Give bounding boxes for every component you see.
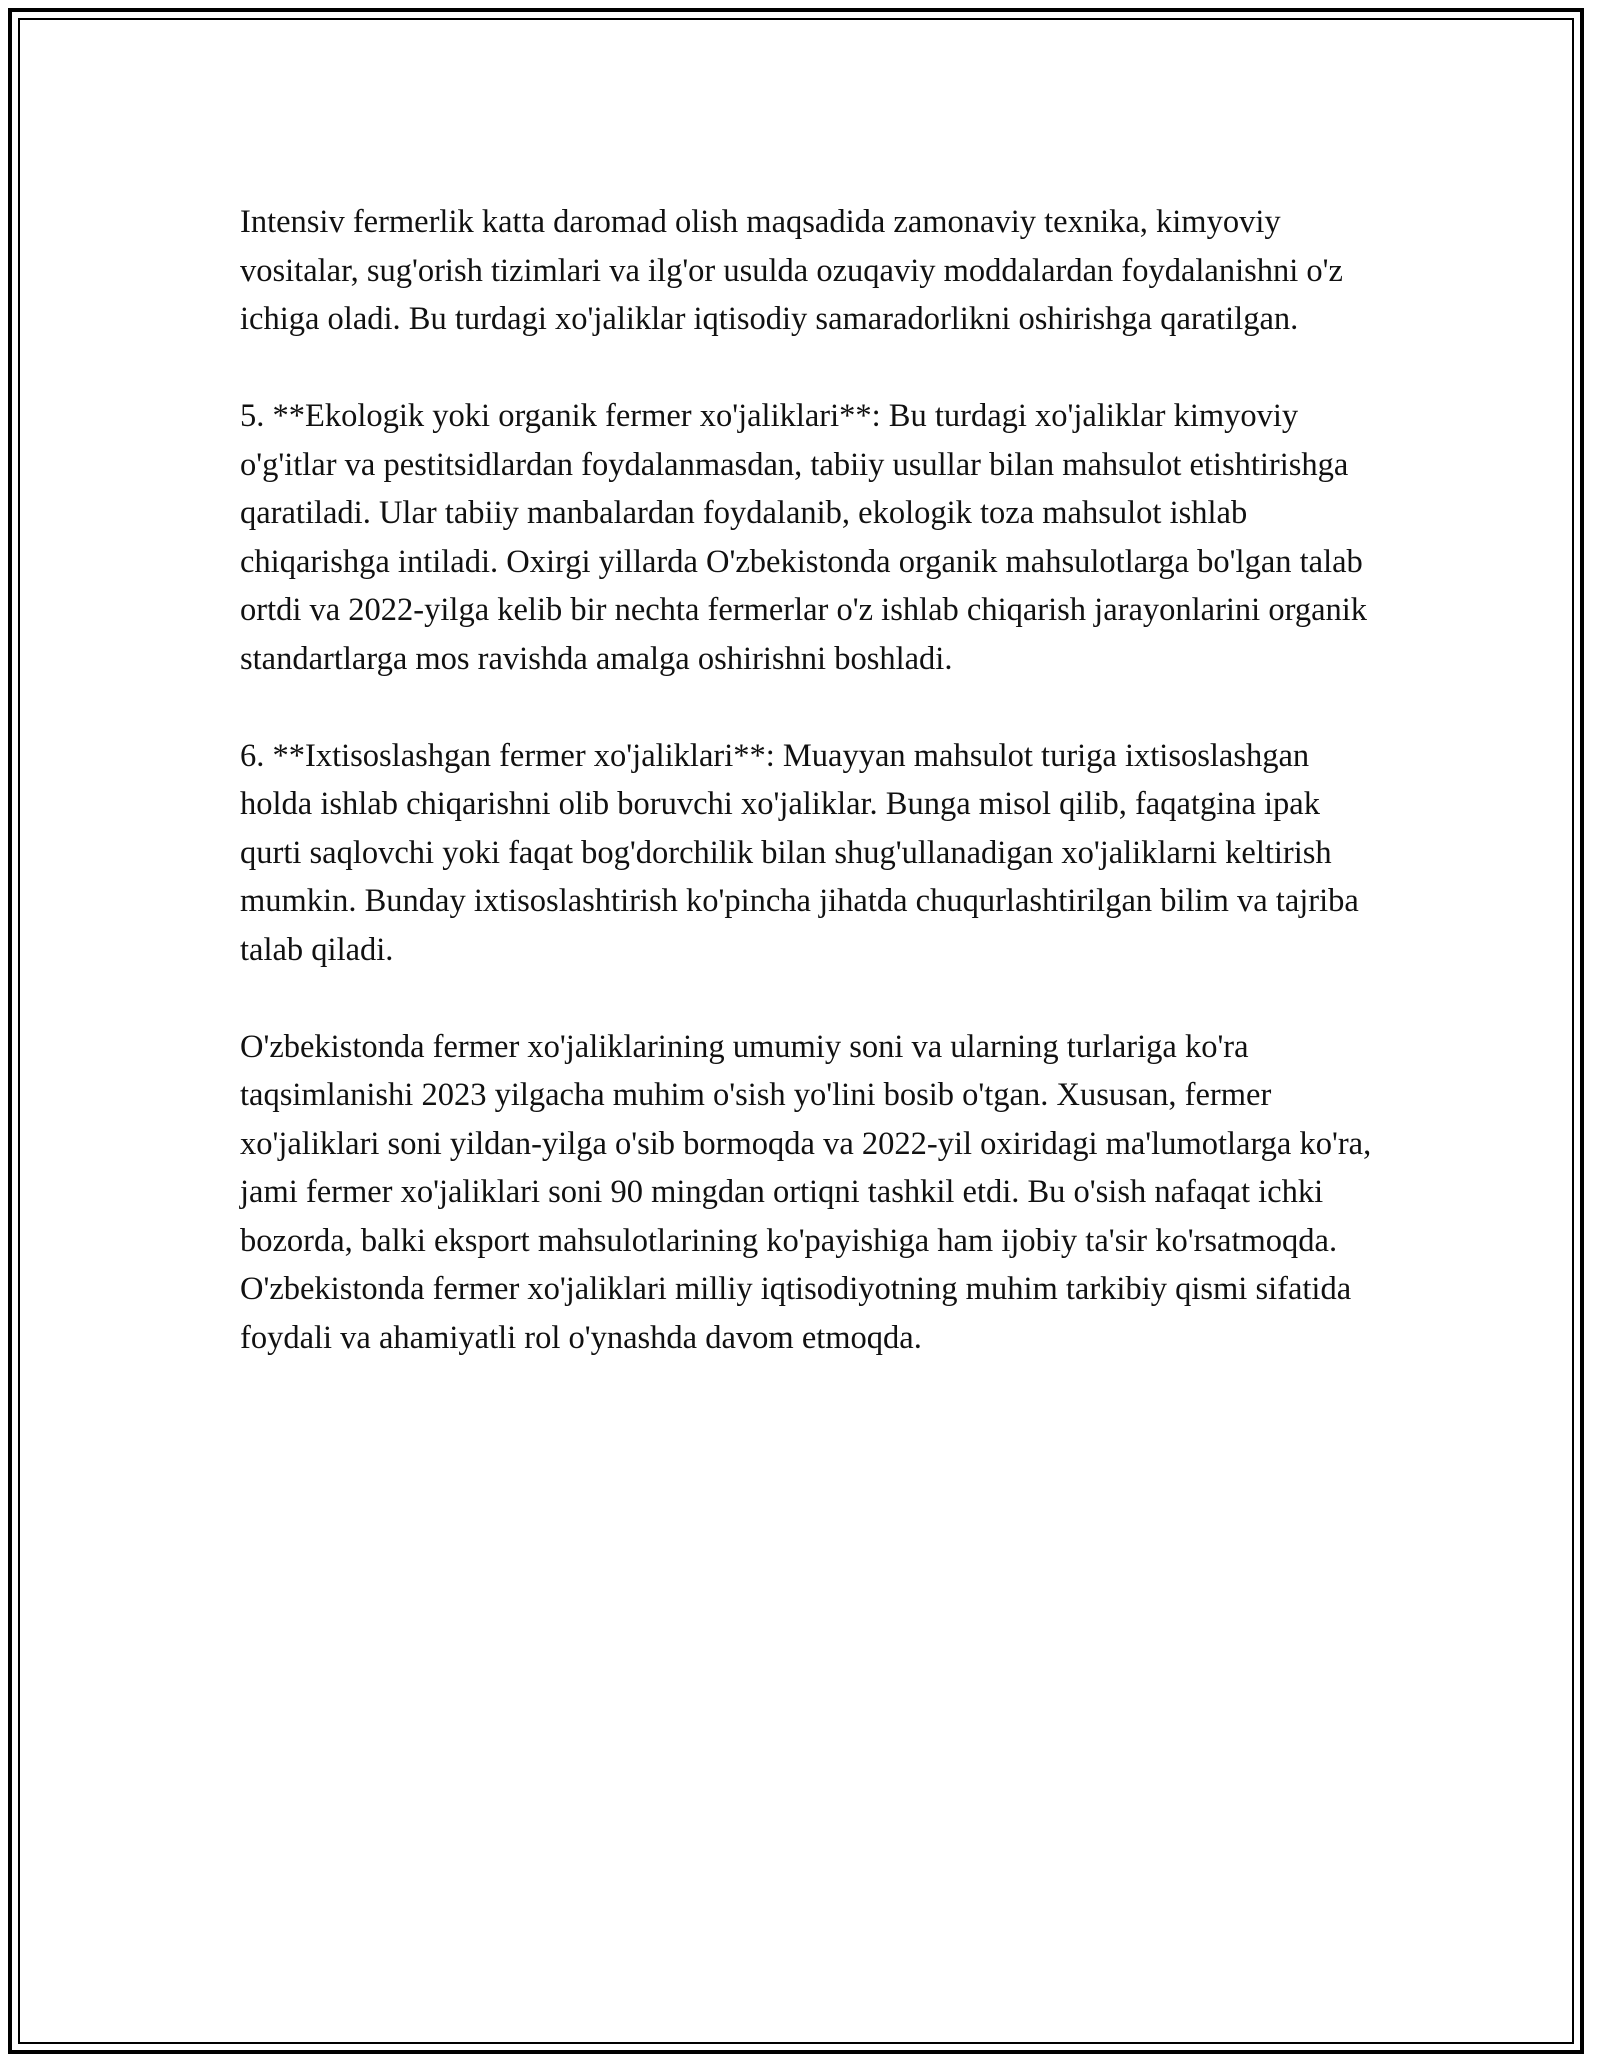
paragraph-organic-farms: 5. **Ekologik yoki organik fermer xo'jaliklari**: Bu turdagi xo'jaliklar kimyoviy o'g'itlar va pestitsidlardan foydalanmasdan, tabiiy usullar bilan mahsulot etishtirishga qaratiladi. Ular tabiiy manbalardan foydalanib, ekologik toza mahsulot ishlab chiqarishga intiladi. Oxirgi yillarda O'zbekistonda organik mahsulotlarga bo'lgan talab ortdi va 2022-yilga kelib bir nechta fermerlar o'z ishlab chiqarish jarayonlarini organik standartlarga mos ravishda amalga oshirishni boshladi. — [240, 398, 1368, 677]
paragraph-intensive-farming: Intensiv fermerlik katta daromad olish maqsadida zamonaviy texnika, kimyoviy vositalar, sug'orish tizimlari va ilg'or usulda ozuqaviy moddalardan foydalanishni o'z ichiga oladi. Bu turdagi xo'jaliklar iqtisodiy samaradorlikni oshirishga qaratilgan. — [240, 204, 1343, 337]
paragraph-farm-statistics: O'zbekistonda fermer xo'jaliklarining umumiy soni va ularning turlariga ko'ra taqsimlanishi 2023 yilgacha muhim o'sish yo'lini bosib o'tgan. Xususan, fermer xo'jaliklari soni yildan-yilga o'sib bormoqda va 2022-yil oxiridagi ma'lumotlarga ko'ra, jami fermer xo'jaliklari soni 90 mingdan ortiqni tashkil etdi. Bu o'sish nafaqat ichki bozorda, balki eksport mahsulotlarining ko'payishiga ham ijobiy ta'sir ko'rsatmoqda. O'zbekistonda fermer xo'jaliklari milliy iqtisodiyotning muhim tarkibiy qismi sifatida foydali va ahamiyatli rol o'ynashda davom etmoqda. — [240, 1028, 1372, 1356]
paragraph-specialized-farms: 6. **Ixtisoslashgan fermer xo'jaliklari**: Muayyan mahsulot turiga ixtisoslashgan holda ishlab chiqarishni olib boruvchi xo'jaliklar. Bunga misol qilib, faqatgina ipak qurti saqlovchi yoki faqat bog'dorchilik bilan shug'ullanadigan xo'jaliklarni keltirish mumkin. Bunday ixtisoslashtirish ko'pincha jihatda chuqurlashtirilgan bilim va tajriba talab qiladi. — [240, 737, 1359, 968]
document-page — [8, 8, 1584, 2054]
document-body — [240, 198, 1380, 1362]
